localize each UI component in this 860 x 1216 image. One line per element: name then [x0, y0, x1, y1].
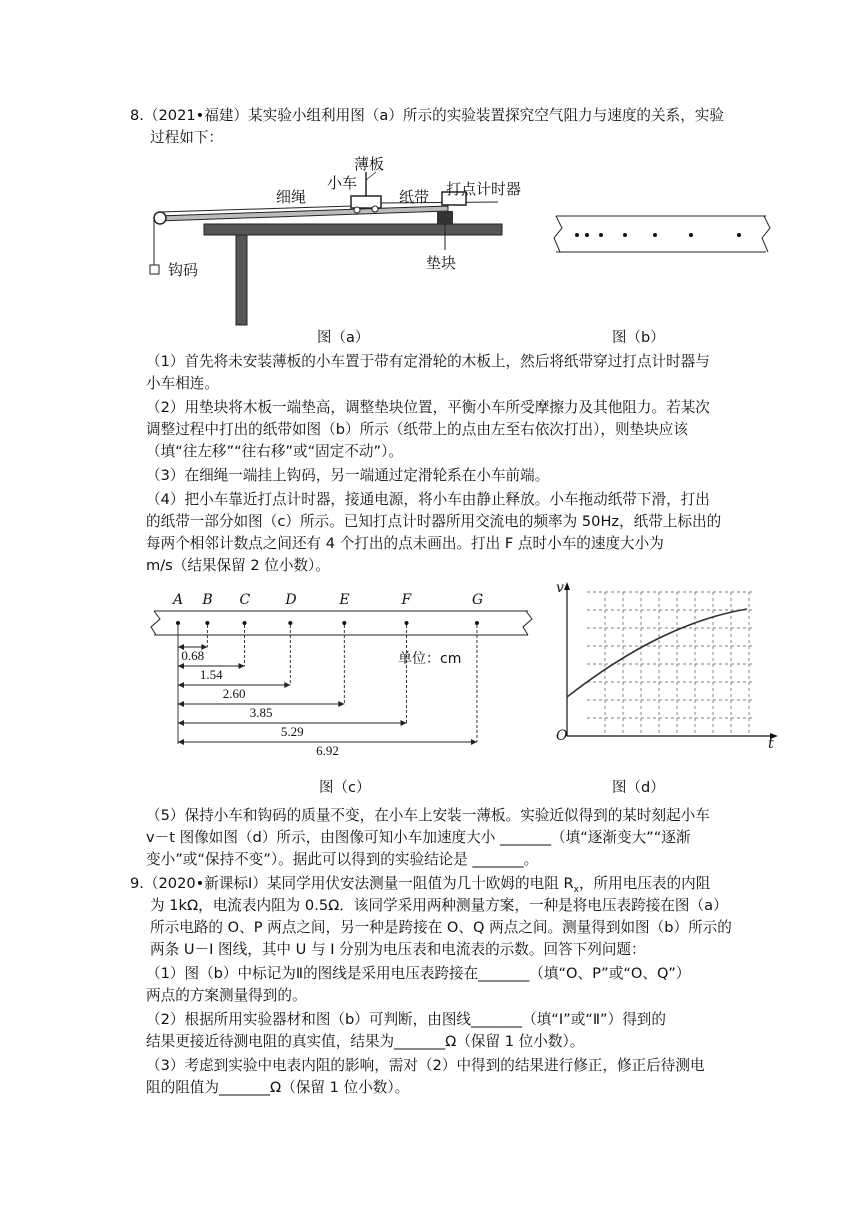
tape-letter-A: A — [173, 592, 184, 608]
tape-point-A — [176, 621, 180, 625]
tape-point-F — [405, 621, 409, 625]
q9-line5: （1）图（b）中标记为Ⅱ的图线是采用电压表跨接在_______（填“O、P”或“O、Q”） — [146, 965, 691, 982]
dim-arrow-right-4 — [338, 701, 344, 707]
label-gou-ma: 钩码 — [168, 261, 199, 279]
vt-curve — [567, 609, 747, 697]
figure-c-tape — [148, 592, 538, 758]
dim-value-6: 6.92 — [316, 743, 339, 758]
label-timer: 打点计时器 — [446, 180, 522, 198]
tape-point-E — [342, 621, 346, 625]
q9-line1-tail: ，所用电压表的内阻 — [578, 875, 711, 892]
inclined-board — [158, 206, 448, 221]
dim-value-3: 2.60 — [222, 686, 246, 701]
tape-point-D — [288, 621, 292, 625]
dim-arrow-left-3 — [178, 682, 184, 688]
q9-line1-head: 9.（2020•新课标Ⅰ）某同学用伏安法测量一阻值为几十欧姆的电阻 R — [130, 875, 574, 892]
q8-line2: 过程如下： — [150, 129, 223, 146]
q9-line8: 结果更接近待测电阻的真实值，结果为_______Ω（保留 1 位小数）。 — [146, 1033, 585, 1050]
q9-line9: （3）考虑到实验中电表内阻的影响，需对（2）中得到的结果进行修正，修正后待测电 — [146, 1057, 705, 1074]
q9-line4: 两条 U－I 图线，其中 U 与 I 分别为电压表和电流表的示数。回答下列问题： — [150, 941, 646, 958]
q9-line10: 阻的阻值为_______Ω（保留 1 位小数）。 — [146, 1079, 410, 1096]
hook-weight — [150, 265, 159, 274]
table-board — [204, 224, 502, 235]
q8-step5-line2: v－t 图像如图（d）所示，由图像可知小车加速度大小 _______（填“逐渐变大”“逐渐 — [146, 829, 691, 846]
rx-subscript: x — [573, 884, 579, 895]
tape-letter-C: C — [239, 592, 251, 608]
tape-point-G — [475, 621, 479, 625]
dim-arrow-left-4 — [178, 701, 184, 707]
tape-letter-D: D — [285, 592, 297, 608]
tape-letter-E: E — [339, 592, 350, 608]
q8-step5-line1: （5）保持小车和钩码的质量不变，在小车上安装一薄板。实验近似得到的某时刻起小车 — [146, 807, 710, 824]
q8-line1: 8.（2021•福建）某实验小组利用图（a）所示的实验装置探究空气阻力与速度的关系，实验 — [130, 107, 724, 124]
q9-line3: 所示电路的 O、P 两点之间，另一种是跨接在 O、Q 两点之间。测量得到如图（b）所示的 — [150, 919, 732, 936]
vt-xlabel: t — [768, 736, 774, 752]
q8-step4-line3: 每两个相邻计数点之间还有 4 个打出的点未画出。打出 F 点时小车的速度大小为 — [146, 535, 664, 552]
tape-letter-G: G — [471, 592, 484, 608]
dim-value-5: 5.29 — [280, 724, 304, 739]
q8-step3-line1: （3）在细绳一端挂上钩码，另一端通过定滑轮系在小车前端。 — [146, 467, 550, 484]
dim-value-1: 0.68 — [181, 648, 205, 663]
q9-line6: 两点的方案测量得到的。 — [146, 987, 307, 1004]
tape-point-B — [205, 621, 209, 625]
tape-letter-F: F — [401, 592, 412, 608]
caption-fig-a: 图（a） — [317, 330, 370, 346]
caption-fig-c: 图（c） — [319, 780, 371, 796]
dim-arrow-left-2 — [178, 663, 184, 669]
label-bo-ban: 薄板 — [354, 155, 385, 173]
vt-origin: O — [556, 728, 568, 744]
pulley — [154, 212, 166, 224]
q8-step1-line1: （1）首先将未安装薄板的小车置于带有定滑轮的木板上，然后将纸带穿过打点计时器与 — [146, 353, 710, 370]
dim-arrow-right-2 — [239, 663, 245, 669]
vt-ylabel: v — [556, 580, 564, 596]
label-xi-sheng: 细绳 — [276, 188, 307, 206]
q8-step2-line3: （填“往左移”“往右移”或“固定不动”）。 — [146, 443, 403, 460]
dim-arrow-right-5 — [401, 720, 407, 726]
dim-arrow-right-3 — [284, 682, 290, 688]
tape-letter-B: B — [202, 592, 213, 608]
label-zhi-dai: 纸带 — [399, 188, 430, 206]
q8-step2-line1: （2）用垫块将木板一端垫高，调整垫块位置，平衡小车所受摩擦力及其他阻力。若某次 — [146, 399, 710, 416]
caption-fig-d: 图（d） — [612, 780, 665, 796]
caption-fig-b: 图（b） — [612, 330, 665, 346]
wedge-block — [437, 211, 453, 224]
q8-step1-line2: 小车相连。 — [146, 375, 219, 392]
q8-step4-line4: m/s（结果保留 2 位小数）。 — [146, 557, 330, 574]
dim-value-4: 3.85 — [249, 705, 273, 720]
dim-value-2: 1.54 — [199, 667, 223, 682]
q8-step4-line1: （4）把小车靠近打点计时器，接通电源，将小车由静止释放。小车拖动纸带下滑，打出 — [146, 491, 710, 508]
dim-arrow-right-6 — [471, 739, 477, 745]
q8-step5-line3: 变小”或“保持不变”）。据此可以得到的实验结论是 _______。 — [146, 851, 539, 868]
q9-line7: （2）根据所用实验器材和图（b）可判断，由图线_______（填“Ⅰ”或“Ⅱ”）得到的 — [146, 1011, 666, 1028]
figure-d-vt-graph — [552, 582, 782, 752]
label-xiao-che: 小车 — [327, 174, 358, 192]
tape-point-C — [243, 621, 247, 625]
label-dian-kuai: 垫块 — [426, 254, 457, 272]
unit-label: 单位：cm — [398, 651, 462, 667]
q8-step2-line2: 调整过程中打出的纸带如图（b）所示（纸带上的点由左至右依次打出），则垫块应该 — [146, 421, 688, 438]
dim-arrow-left-6 — [178, 739, 184, 745]
q9-line2: 为 1kΩ，电流表内阻为 0.5Ω．该同学采用两种测量方案，一种是将电压表跨接在图（a） — [150, 897, 728, 914]
table-leg — [236, 235, 247, 325]
figure-b-tape — [552, 210, 772, 260]
q8-step4-line2: 的纸带一部分如图（c）所示。已知打点计时器所用交流电的频率为 50Hz，纸带上标出的 — [146, 513, 722, 530]
dim-arrow-left-5 — [178, 720, 184, 726]
